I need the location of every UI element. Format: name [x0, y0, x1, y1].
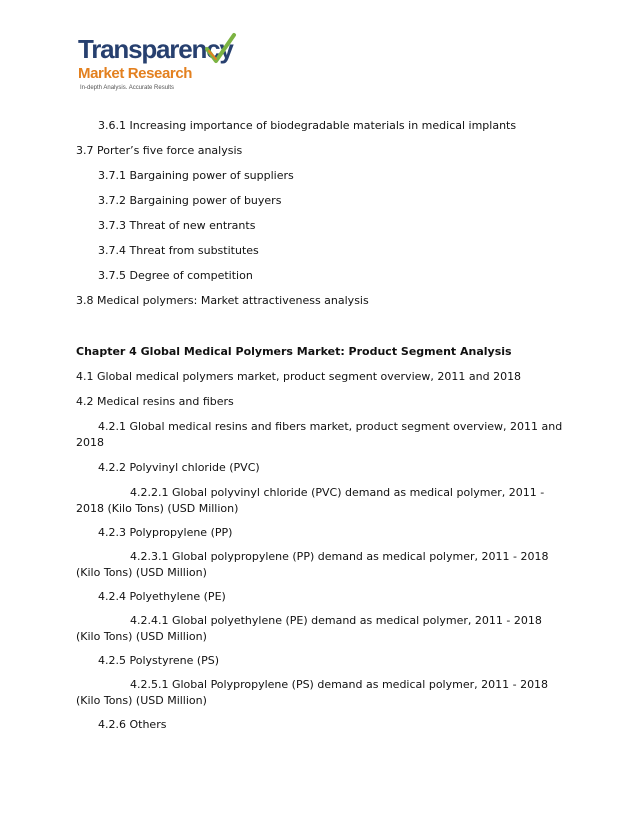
toc-entry: 3.6.1 Increasing importance of biodegradable materials in medical implants — [98, 119, 517, 132]
toc-entry: 4.2.4 Polyethylene (PE) — [98, 590, 226, 603]
toc-entry: 4.2.5 Polystyrene (PS) — [98, 654, 220, 667]
toc-entry: 4.1 Global medical polymers market, product segment overview, 2011 and 2018 — [76, 370, 522, 383]
toc-entry: 3.7.3 Threat of new entrants — [98, 219, 256, 232]
toc-entry: 4.2.3 Polypropylene (PP) — [98, 526, 233, 539]
toc-entry: 3.7.5 Degree of competition — [98, 269, 253, 282]
toc-entry: 3.7 Porter’s five force analysis — [76, 144, 243, 157]
logo-tagline: In-depth Analysis. Accurate Results — [80, 85, 175, 91]
chapter-heading: Chapter 4 Global Medical Polymers Market: Product Segment Analysis — [76, 345, 512, 358]
toc-entry: 3.7.4 Threat from substitutes — [98, 244, 259, 257]
toc-entry: 4.2.2.1 Global polyvinyl chloride (PVC) demand as medical polymer, 2011 - 2018 (Kilo Tons) (USD Million) — [76, 486, 545, 515]
toc-entry: 4.2.6 Others — [98, 718, 167, 731]
toc-entry: 4.2.5.1 Global Polypropylene (PS) demand as medical polymer, 2011 - 2018 (Kilo Tons) (USD Million) — [76, 678, 549, 707]
logo-subtitle: Market Research — [78, 65, 193, 82]
toc-entry: 3.7.1 Bargaining power of suppliers — [98, 169, 294, 182]
toc-entry: 3.7.2 Bargaining power of buyers — [98, 194, 282, 207]
checkmark-icon — [203, 32, 237, 66]
company-logo — [75, 34, 250, 96]
toc-entry: 4.2 Medical resins and fibers — [76, 395, 234, 408]
toc-entry: 3.8 Medical polymers: Market attractiveness analysis — [76, 294, 369, 307]
toc-entry: 4.2.2 Polyvinyl chloride (PVC) — [98, 461, 260, 474]
toc-entry: 4.2.4.1 Global polyethylene (PE) demand as medical polymer, 2011 - 2018 (Kilo Tons) (USD Million) — [76, 614, 542, 643]
toc-entry: 4.2.3.1 Global polypropylene (PP) demand as medical polymer, 2011 - 2018 (Kilo Tons) (USD Million) — [76, 550, 549, 579]
logo-wordmark: Transparency — [78, 34, 233, 64]
toc-entry: 4.2.1 Global medical resins and fibers market, product segment overview, 2011 and 2018 — [76, 420, 563, 449]
